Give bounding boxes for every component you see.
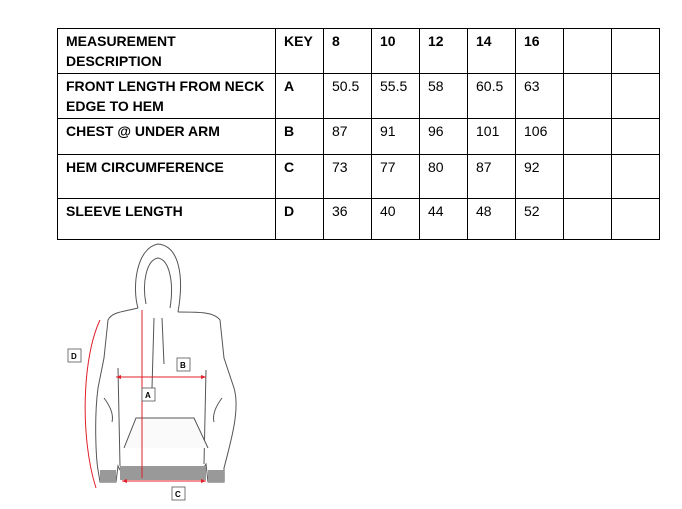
row-value: [564, 155, 612, 199]
row-value: 55.5: [372, 74, 420, 119]
row-value: 63: [516, 74, 564, 119]
row-value: [564, 119, 612, 155]
row-value: 60.5: [468, 74, 516, 119]
row-value: 52: [516, 199, 564, 240]
table-row: [58, 155, 660, 199]
row-value: [564, 74, 612, 119]
header-cell: 8: [324, 29, 372, 74]
table-row: [58, 119, 660, 155]
row-description: CHEST @ UNDER ARM: [58, 119, 276, 155]
row-value: 44: [420, 199, 468, 240]
row-value: [564, 199, 612, 240]
row-description: SLEEVE LENGTH: [58, 199, 276, 240]
row-value: 87: [324, 119, 372, 155]
row-value: 73: [324, 155, 372, 199]
row-value: [612, 199, 660, 240]
row-value: 101: [468, 119, 516, 155]
row-value: 40: [372, 199, 420, 240]
row-description: HEM CIRCUMFERENCE: [58, 155, 276, 199]
row-value: 58: [420, 74, 468, 119]
table-header-row: [58, 29, 660, 74]
header-cell: [564, 29, 612, 74]
row-value: 96: [420, 119, 468, 155]
row-key: A: [276, 74, 324, 119]
row-value: [612, 74, 660, 119]
row-value: 50.5: [324, 74, 372, 119]
size-chart-table: [57, 28, 660, 240]
row-value: 87: [468, 155, 516, 199]
header-cell: 14: [468, 29, 516, 74]
header-cell: KEY: [276, 29, 324, 74]
row-value: 80: [420, 155, 468, 199]
row-value: [612, 119, 660, 155]
label-b: B: [180, 361, 186, 370]
table-row: [58, 74, 660, 119]
row-key: B: [276, 119, 324, 155]
row-key: D: [276, 199, 324, 240]
row-value: 91: [372, 119, 420, 155]
row-value: 106: [516, 119, 564, 155]
table-row: [58, 199, 660, 240]
row-key: C: [276, 155, 324, 199]
hoodie-outline-icon: [96, 244, 236, 482]
header-cell: MEASUREMENT DESCRIPTION: [58, 29, 276, 74]
row-value: 77: [372, 155, 420, 199]
label-d: D: [71, 352, 77, 361]
row-value: 36: [324, 199, 372, 240]
hoodie-measurement-diagram: [60, 238, 250, 506]
label-a: A: [145, 391, 151, 400]
row-value: 92: [516, 155, 564, 199]
hem-ribbing: [100, 466, 224, 482]
header-cell: 12: [420, 29, 468, 74]
row-value: [612, 155, 660, 199]
header-cell: 16: [516, 29, 564, 74]
row-description: FRONT LENGTH FROM NECK EDGE TO HEM: [58, 74, 276, 119]
header-cell: [612, 29, 660, 74]
row-value: 48: [468, 199, 516, 240]
label-c: C: [175, 490, 181, 499]
header-cell: 10: [372, 29, 420, 74]
